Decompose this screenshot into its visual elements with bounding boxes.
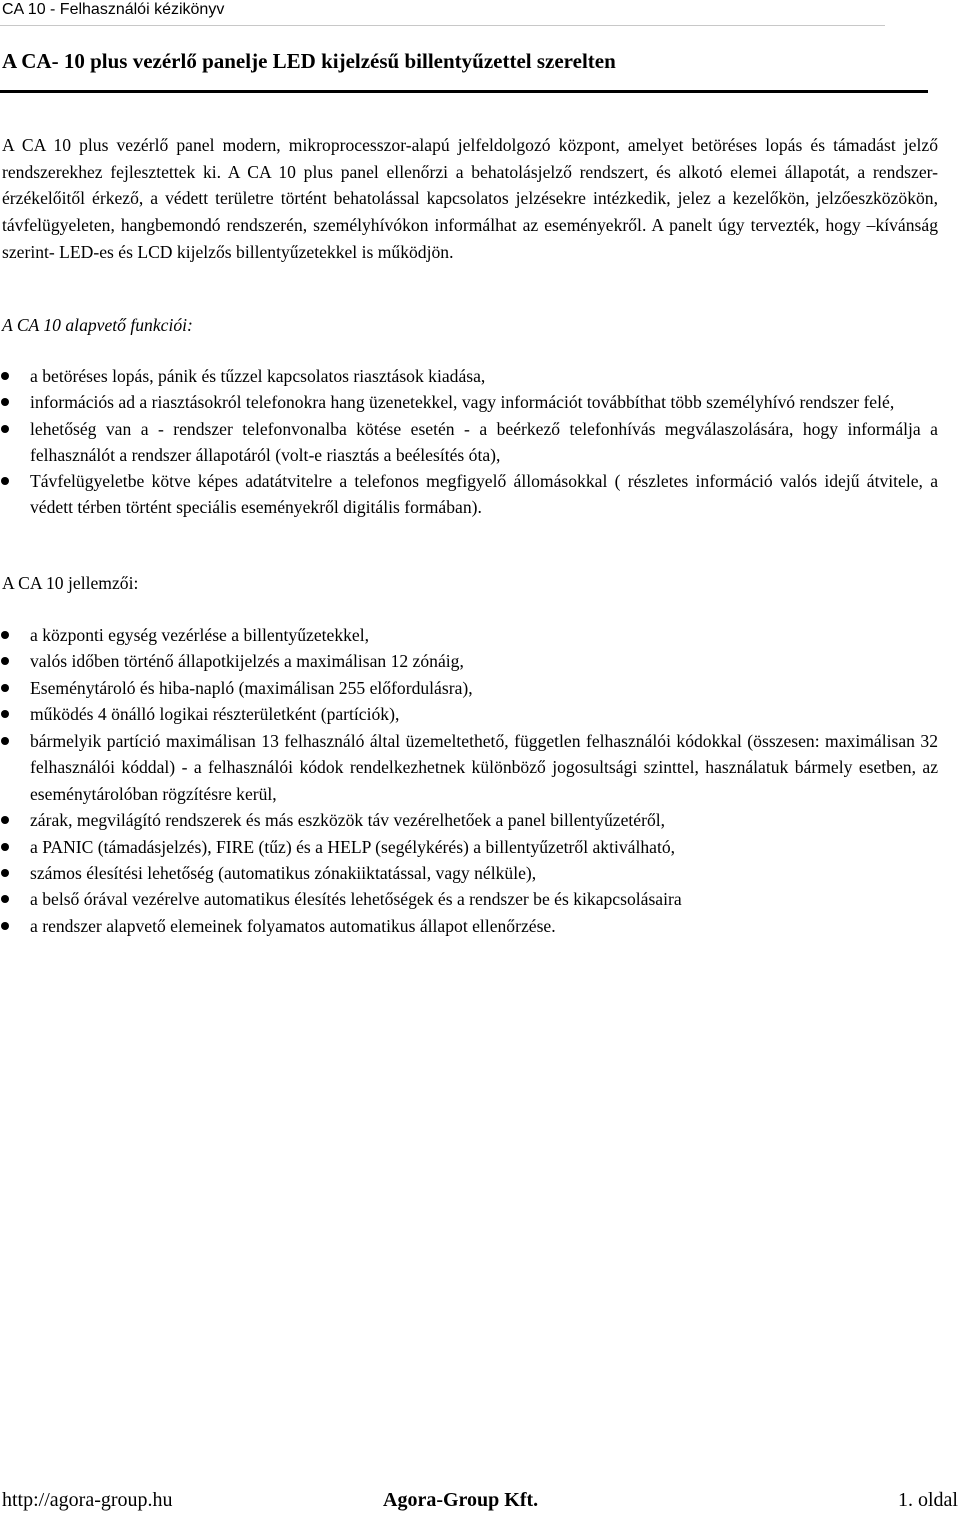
list-item-text: zárak, megvilágító rendszerek és más eszközök táv vezérelhetőek a panel billentyűzetéről,	[30, 810, 666, 831]
bullet-icon	[1, 372, 9, 380]
list-item-text: a belső órával vezérelve automatikus élesítés lehetőségek és a rendszer be és kikapcsolásaira	[30, 889, 682, 910]
footer-company: Agora-Group Kft.	[383, 1489, 539, 1511]
list-item-text: Távfelügyeletbe kötve képes adatátvitelre a telefonos megfigyelő állomásokkal ( részletes információ valós idejű átvitele, a védett térben történt speciális eseményekről digitális formában).	[30, 471, 938, 518]
page-footer	[0, 1486, 958, 1514]
list-item-text: a PANIC (támadásjelzés), FIRE (tűz) és a HELP (segélykérés) a billentyűzetről aktiválható,	[30, 836, 676, 857]
header-divider	[0, 25, 885, 26]
bullet-icon	[1, 398, 9, 406]
list-item	[0, 622, 938, 648]
list-item	[0, 886, 938, 912]
bullet-icon	[1, 631, 9, 639]
list-item	[0, 416, 938, 469]
list-item	[0, 913, 938, 939]
footer-page-number: 1. oldal	[898, 1489, 958, 1511]
bullet-icon	[1, 477, 9, 485]
list-item	[0, 834, 938, 860]
bullet-icon	[1, 895, 9, 903]
functions-list	[0, 363, 938, 521]
features-heading: A CA 10 jellemzői:	[2, 573, 139, 593]
list-item	[0, 675, 938, 701]
bullet-icon	[1, 816, 9, 824]
functions-heading: A CA 10 alapvető funkciói:	[2, 315, 193, 335]
list-item-text: valós időben történő állapotkijelzés a maximálisan 12 zónáig,	[30, 651, 464, 672]
document-title: A CA- 10 plus vezérlő panelje LED kijelzésű billentyűzettel szerelten	[2, 49, 616, 73]
bullet-icon	[1, 684, 9, 692]
bullet-icon	[1, 710, 9, 718]
list-item	[0, 648, 938, 674]
features-list	[0, 622, 938, 939]
list-item-text: információs ad a riasztásokról telefonokra hang üzenetekkel, vagy információt továbbíthat több személyhívó rendszer felé,	[30, 392, 895, 413]
footer-url: http://agora-group.hu	[2, 1489, 173, 1511]
list-item	[0, 363, 938, 389]
intro-paragraph: A CA 10 plus vezérlő panel modern, mikroprocesszor-alapú jelfeldolgozó központ, amelyet betöréses lopás és támadást jelző rendszerekhez fejlesztettek ki. A CA 10 plus panel ellenőrzi a behatolásjelző rendszert, és alkotó elemei állapotát, a rendszer-érzékelőitől érkező, a védett területre történt behatolással kapcsolatos jelzésekre intézkedik, jelez a kezelőkön, jelzőeszközökön, távfelügyeleten, hangbemondó rendszerén, személyhívókon informálhat az eseményekről. A panelt úgy tervezték, hogy –kívánság szerint- LED-es és LCD kijelzős billentyűzetekkel is működjön.	[2, 135, 938, 262]
list-item	[0, 389, 938, 415]
bullet-icon	[1, 657, 9, 665]
list-item-text: számos élesítési lehetőség (automatikus zónakiiktatással, vagy nélküle),	[30, 862, 537, 883]
list-item-text: lehetőség van a - rendszer telefonvonalba kötése esetén - a beérkező telefonhívás megválaszolására, hogy informálja a felhasználót a rendszer állapotáról (volt-e riasztás a beélesítés óta),	[30, 418, 938, 465]
list-item-text: a központi egység vezérlése a billentyűzetekkel,	[30, 625, 370, 645]
bullet-icon	[1, 737, 9, 745]
list-item	[0, 468, 938, 521]
list-item-text: bármelyik partíció maximálisan 13 felhasználó által üzemeltethető, független felhasználói kódokkal (összesen: maximálisan 32 felhasználói kóddal) - a felhasználói kódok rendelkezhetnek különböző jogosultsági szinttel, használatuk bármely esetben, az eseménytárolóban rögzítésre kerül,	[30, 730, 938, 804]
list-item	[0, 860, 938, 886]
list-item	[0, 728, 938, 807]
bullet-icon	[1, 843, 9, 851]
list-item	[0, 807, 938, 833]
list-item	[0, 701, 938, 727]
title-divider	[0, 90, 928, 93]
list-item-text: Eseménytároló és hiba-napló (maximálisan 255 előfordulásra),	[30, 677, 473, 698]
bullet-icon	[1, 425, 9, 433]
list-item-text: működés 4 önálló logikai részterületként (partíciók),	[30, 704, 400, 725]
list-item-text: a rendszer alapvető elemeinek folyamatos automatikus állapot ellenőrzése.	[30, 915, 556, 936]
list-item-text: a betöréses lopás, pánik és tűzzel kapcsolatos riasztások kiadása,	[30, 366, 486, 386]
running-header: CA 10 - Felhasználói kézikönyv	[2, 1, 225, 18]
bullet-icon	[1, 869, 9, 877]
bullet-icon	[1, 922, 9, 930]
